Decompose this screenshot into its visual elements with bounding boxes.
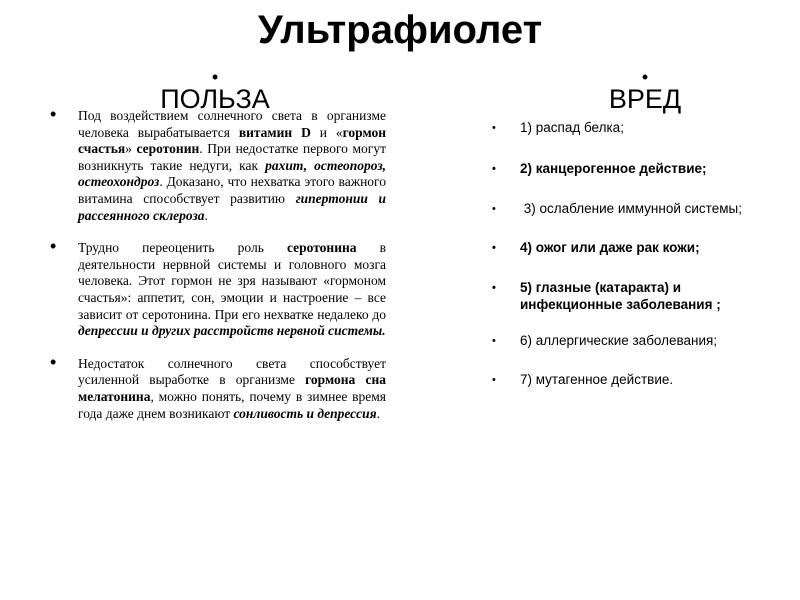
benefit-column bbox=[50, 104, 387, 422]
harm-column bbox=[492, 120, 772, 388]
text: . При недостатке первого могут возникнуть такие недуги, как bbox=[78, 141, 386, 173]
bullet-icon: • bbox=[50, 236, 57, 257]
bullet-icon: • bbox=[641, 67, 649, 87]
bold-text: серотонина bbox=[287, 240, 357, 256]
text: . bbox=[204, 207, 208, 223]
bold-text: гормона сна мелатонина bbox=[78, 372, 386, 404]
harm-item-text: 4) ожог или даже рак кожи; bbox=[520, 239, 700, 255]
bullet-icon: • bbox=[492, 241, 496, 254]
emphasis-text: гипертонии и рассеянного склероза bbox=[78, 190, 386, 223]
bullet-icon: • bbox=[492, 203, 496, 215]
page-title: Ультрафиолет bbox=[257, 8, 543, 52]
text: » bbox=[125, 141, 137, 157]
benefit-heading: ПОЛЬЗА bbox=[160, 84, 270, 114]
text: . Доказано, что нехватка этого важного витамина способствует развитию bbox=[78, 174, 386, 206]
harm-item-text: 7) мутагенное действие. bbox=[520, 371, 674, 387]
harm-item-text: 6) аллергические заболевания; bbox=[520, 333, 718, 348]
text: и « bbox=[310, 124, 343, 140]
emphasis-text: рахит, остеопороз, остеохондроз bbox=[78, 157, 386, 190]
harm-item bbox=[492, 372, 772, 389]
text: Под воздействием солнечного света в организме человека вырабатывается bbox=[78, 108, 386, 140]
text: , можно понять, почему в зимнее время года даже днем возникают bbox=[78, 388, 386, 421]
benefit-paragraph-serotonin bbox=[50, 236, 387, 340]
harm-item bbox=[492, 240, 772, 257]
harm-item-text: 1) распад белка; bbox=[520, 120, 624, 135]
bold-text: серотонин bbox=[136, 141, 200, 157]
bullet-icon: • bbox=[492, 162, 496, 175]
text: Недостаток солнечного света способствует усиленной выработке в организме bbox=[78, 355, 386, 388]
bold-text: гормон счастья bbox=[78, 124, 386, 157]
harm-item bbox=[492, 120, 772, 137]
harm-item bbox=[492, 280, 772, 313]
benefit-paragraph-vitamin-d bbox=[50, 104, 386, 224]
harm-item bbox=[492, 161, 772, 178]
bullet-icon: • bbox=[211, 67, 219, 87]
bullet-icon: • bbox=[50, 351, 57, 372]
harm-heading-block bbox=[560, 67, 730, 115]
benefit-paragraph-melatonin bbox=[50, 351, 386, 422]
bullet-icon: • bbox=[492, 122, 496, 134]
harm-item bbox=[492, 201, 772, 218]
harm-heading: ВРЕД bbox=[608, 84, 682, 114]
bold-text: витамин D bbox=[238, 124, 311, 140]
text: в деятельности нервной системы и головного мозга человека. Этот гормон не зря называют «гормоном счастья»: аппетит, сон, эмоции и настроение – все зависит от серотонина. При его нехватке недалеко до bbox=[78, 240, 387, 322]
harm-item bbox=[492, 333, 772, 350]
harm-item-text: 2) канцерогенное действие; bbox=[520, 160, 707, 176]
text: Трудно переоценить роль bbox=[78, 240, 287, 256]
bullet-icon: • bbox=[50, 104, 57, 124]
harm-item-text: 5) глазные (катаракта) и инфекционные заболевания ; bbox=[520, 280, 721, 312]
bullet-icon: • bbox=[492, 282, 496, 294]
emphasis-text: сонливость и депрессия bbox=[233, 405, 377, 421]
emphasis-text: депрессии и других расстройств нервной системы. bbox=[78, 323, 386, 339]
text: . bbox=[376, 405, 380, 421]
bullet-icon: • bbox=[492, 335, 496, 347]
bullet-icon: • bbox=[492, 373, 496, 386]
harm-item-text: 3) ослабление иммунной системы; bbox=[520, 201, 742, 216]
